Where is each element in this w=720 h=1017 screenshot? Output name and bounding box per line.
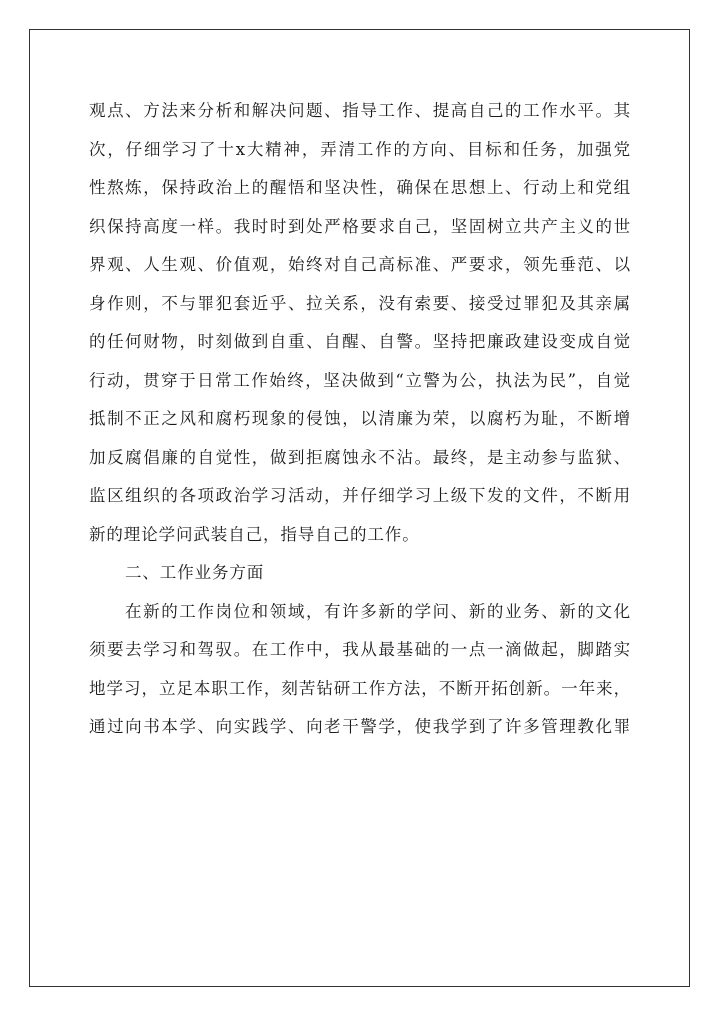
paragraph-line: 须要去学习和驾驭。在工作中，我从最基础的一点一滴做起，脚踏实 <box>89 640 631 659</box>
paragraph-line: 新的理论学问武装自己，指导自己的工作。 <box>89 524 420 544</box>
paragraph-line: 行动，贯穿于日常工作始终，坚决做到“立警为公，执法为民”，自觉 <box>89 370 631 390</box>
paragraph-line: 观点、方法来分析和解决问题、指导工作、提高自己的工作水平。其 <box>89 101 631 120</box>
paragraph-line: 织保持高度一样。我时时到处严格要求自己，坚固树立共产主义的世 <box>89 216 631 236</box>
paragraph-line: 加反腐倡廉的自觉性，做到拒腐蚀永不沾。最终，是主动参与监狱、 <box>89 447 631 467</box>
paragraph-line: 监区组织的各项政治学习活动，并仔细学习上级下发的文件，不断用 <box>89 486 631 505</box>
paragraph-line: 的任何财物，时刻做到自重、自醒、自警。坚持把廉政建设变成自觉 <box>89 332 631 351</box>
paragraph-line: 界观、人生观、价值观，始终对自己高标准、严要求，领先垂范、以 <box>89 255 631 274</box>
paragraph-line: 性熬炼，保持政治上的醒悟和坚决性，确保在思想上、行动上和党组 <box>89 178 631 197</box>
paragraph-line: 抵制不正之风和腐朽现象的侵蚀，以清廉为荣，以腐朽为耻，不断增 <box>89 409 631 428</box>
paragraph-line: 次，仔细学习了十x大精神，弄清工作的方向、目标和任务，加强党 <box>89 139 631 159</box>
paragraph-line: 地学习，立足本职工作，刻苦钻研工作方法，不断开拓创新。一年来， <box>89 678 631 698</box>
document-body <box>89 92 631 747</box>
paragraph-line: 通过向书本学、向实践学、向老干警学，使我学到了许多管理教化罪 <box>89 717 631 736</box>
paragraph-line: 在新的工作岗位和领域，有许多新的学问、新的业务、新的文化 <box>125 601 631 621</box>
section-heading: 二、工作业务方面 <box>125 563 265 582</box>
paragraph-line: 身作则，不与罪犯套近乎、拉关系，没有索要、接受过罪犯及其亲属 <box>89 293 631 313</box>
